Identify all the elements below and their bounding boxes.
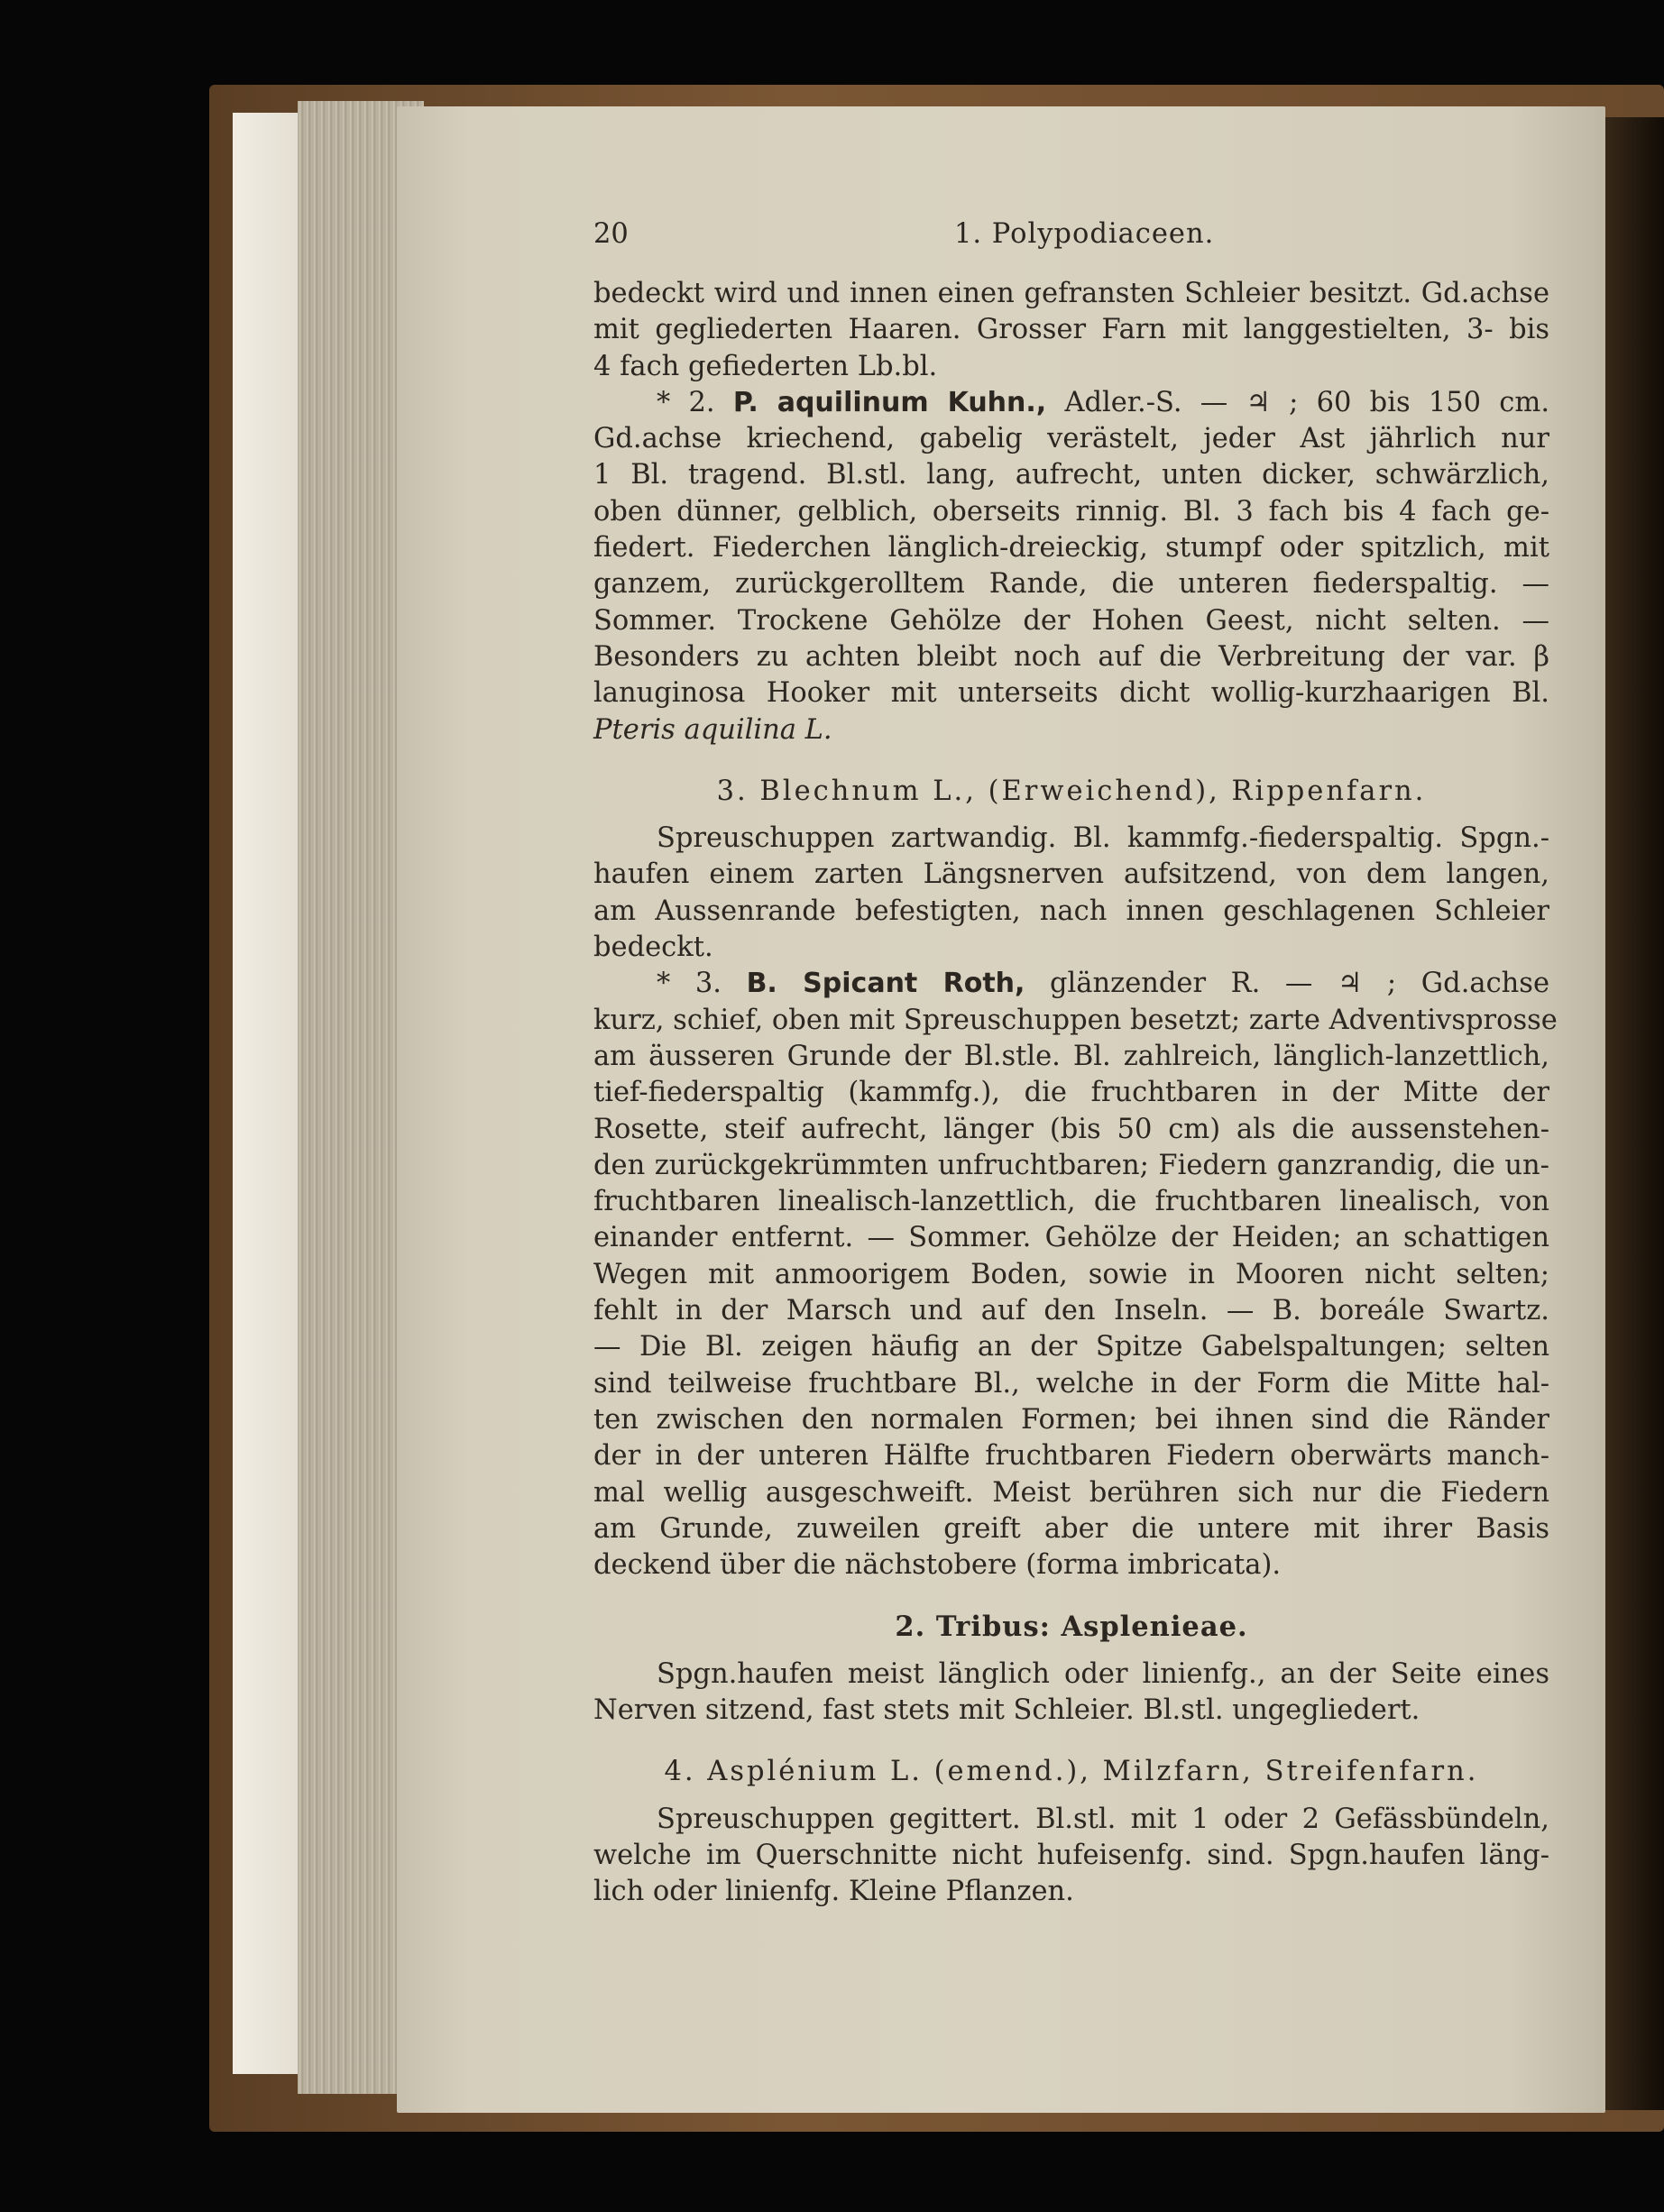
species-name: P. aquilinum Kuhn., xyxy=(732,386,1047,418)
text-line: lich oder linienfg. Kleine Pflanzen. xyxy=(593,1876,1074,1908)
text-line: Spreuschuppen zartwandig. Bl. kammfg.-fiederspaltig. Spgn.- xyxy=(657,822,1549,855)
text-line: am äusseren Grunde der Bl.stle. Bl. zahlreich, länglich-lanzettlich, xyxy=(593,1040,1549,1072)
running-head: 1. Polypodiaceen. xyxy=(954,218,1215,250)
text-line: einander entfernt. — Sommer. Gehölze der Heiden; an schattigen xyxy=(593,1222,1549,1254)
text-line: bedeckt. xyxy=(593,932,713,964)
genus-heading-blechnum: 3. Blechnum L., (Erweichend), Rippenfarn. xyxy=(716,775,1427,807)
page-shadow xyxy=(1601,117,1664,2110)
flyleaf xyxy=(233,113,305,2074)
genus-description-blechnum xyxy=(593,821,1549,966)
text-line: ten zwischen den normalen Formen; bei ihnen sind die Ränder xyxy=(593,1403,1549,1436)
text-line: Besonders zu achten bleibt noch auf die Verbreitung der var. β xyxy=(593,640,1549,673)
text-line: am Grunde, zuweilen greift aber die untere mit ihrer Basis xyxy=(593,1512,1549,1545)
genus-heading-asplenium: 4. Asplénium L. (emend.), Milzfarn, Streifenfarn. xyxy=(664,1756,1479,1788)
text-line: 1 Bl. tragend. Bl.stl. lang, aufrecht, unten dicker, schwärzlich, xyxy=(593,459,1549,491)
text-line: am Aussenrande befestigten, nach innen geschlagenen Schleier xyxy=(593,895,1549,927)
genus-description-asplenium xyxy=(593,1802,1549,1911)
text-line: mal wellig ausgeschweift. Meist berühren sich nur die Fiedern xyxy=(593,1476,1549,1509)
species-heading-line xyxy=(593,385,1549,421)
species-common-name: Adler.-S. — ♃ ; 60 bis 150 cm. xyxy=(1046,386,1550,418)
text-line: fiedert. Fiederchen länglich-dreieckig, stumpf oder spitzlich, mit xyxy=(593,532,1549,564)
species-heading-line xyxy=(593,966,1549,1002)
text-line: Sommer. Trockene Gehölze der Hohen Geest, nicht selten. — xyxy=(593,604,1549,637)
species-entry-pteris xyxy=(593,385,1549,748)
text-line: den zurückgekrümmten unfruchtbaren; Fiedern ganzrandig, die un- xyxy=(593,1149,1549,1181)
text-line: tief-fiederspaltig (kammfg.), die fruchtbaren in der Mitte der xyxy=(593,1077,1549,1109)
text-line: Spreuschuppen gegittert. Bl.stl. mit 1 oder 2 Gefässbündeln, xyxy=(657,1803,1549,1835)
species-marker: * 2. xyxy=(657,386,715,418)
text-line: lanuginosa Hooker mit unterseits dicht wollig-kurzhaarigen Bl. xyxy=(593,677,1549,710)
page-header xyxy=(593,216,1549,256)
tribus-heading: 2. Tribus: Asplenieae. xyxy=(895,1611,1248,1644)
text-line: der in der unteren Hälfte fruchtbaren Fiedern oberwärts manch- xyxy=(593,1440,1549,1473)
text-line: Spgn.haufen meist länglich oder linienfg., an der Seite eines xyxy=(657,1657,1549,1690)
text-line: fruchtbaren linealisch-lanzettlich, die fruchtbaren linealisch, von xyxy=(593,1186,1549,1218)
species-marker: * 3. xyxy=(657,968,722,1000)
text-line: oben dünner, gelblich, oberseits rinnig. Bl. 3 fach bis 4 fach ge- xyxy=(593,495,1549,528)
text-line: Gd.achse kriechend, gabelig verästelt, jeder Ast jährlich nur xyxy=(593,423,1549,455)
intro-paragraph xyxy=(593,276,1549,385)
text-line: mit gegliederten Haaren. Grosser Farn mit langgestielten, 3- bis xyxy=(593,314,1549,346)
text-line: bedeckt wird und innen einen gefransten Schleier besitzt. Gd.achse xyxy=(593,278,1549,309)
text-line: 4 fach gefiederten Lb.bl. xyxy=(593,350,938,382)
text-line: deckend über die nächstobere (forma imbricata). xyxy=(593,1549,1282,1582)
synonym-line: Pteris aquilina L. xyxy=(593,713,832,746)
species-entry-spicant xyxy=(593,966,1558,1583)
text-line: Nerven sitzend, fast stets mit Schleier. Bl.stl. ungegliedert. xyxy=(593,1693,1420,1726)
text-line: welche im Querschnitte nicht hufeisenfg. sind. Spgn.haufen läng- xyxy=(593,1839,1549,1871)
page-number: 20 xyxy=(593,218,629,250)
text-line: — Die Bl. zeigen häufig an der Spitze Gabelspaltungen; selten xyxy=(593,1331,1549,1363)
text-line: fehlt in der Marsch und auf den Inseln. — B. boreále Swartz. xyxy=(593,1295,1549,1327)
text-line: sind teilweise fruchtbare Bl., welche in der Form die Mitte hal- xyxy=(593,1367,1549,1400)
species-common-name: glänzender R. — ♃ ; Gd.achse xyxy=(1025,968,1550,1000)
text-line: haufen einem zarten Längsnerven aufsitzend, von dem langen, xyxy=(593,858,1549,891)
text-line: Rosette, steif aufrecht, länger (bis 50 cm) als die aussenstehen- xyxy=(593,1113,1549,1145)
species-name: B. Spicant Roth, xyxy=(746,968,1025,1000)
page-text xyxy=(593,216,1558,1910)
text-line: Wegen mit anmoorigem Boden, sowie in Mooren nicht selten; xyxy=(593,1258,1549,1290)
text-line: kurz, schief, oben mit Spreuschuppen besetzt; zarte Adventivsprosse xyxy=(593,1004,1558,1036)
text-line: ganzem, zurückgerolltem Rande, die unteren fiederspaltig. — xyxy=(593,568,1549,601)
tribus-description xyxy=(593,1657,1549,1730)
